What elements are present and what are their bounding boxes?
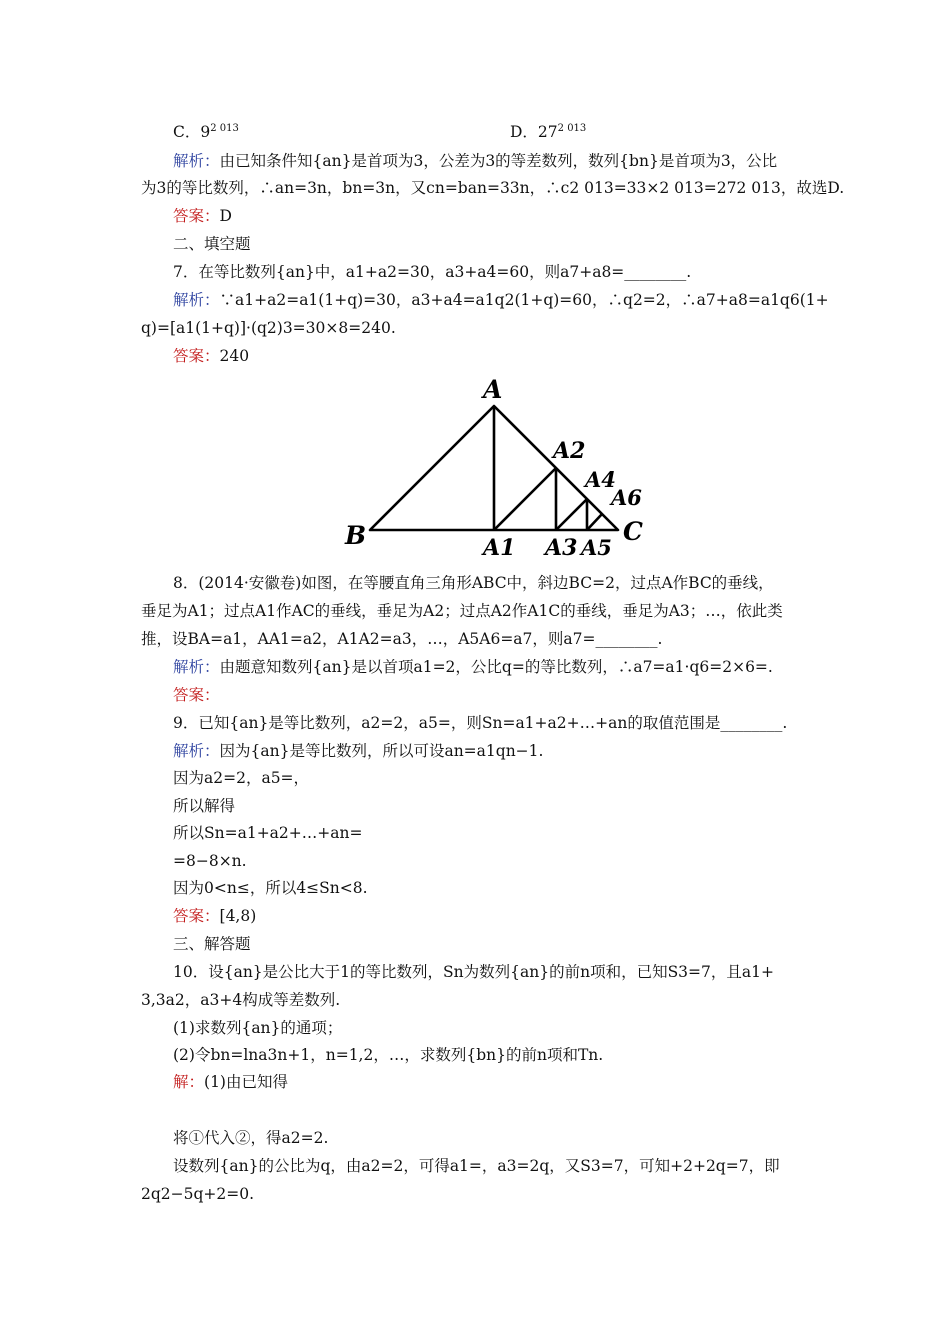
q9-analysis: 解析：因为{an}是等比数列，所以可设an=a1qn−1.	[173, 742, 544, 760]
q6-analysis-line1: 解析：由已知条件知{an}是首项为3，公差为3的等差数列，数列{bn}是首项为3，公比	[173, 152, 778, 170]
q10-part2: (2)令bn=lna3n+1，n=1,2，…，求数列{bn}的前n项和Tn.	[173, 1046, 604, 1064]
q9-step-a: 因为a2=2，a5=，	[173, 769, 310, 787]
label-a: A	[483, 375, 503, 404]
q6-option-d: D．$27^{2 013}$	[510, 123, 587, 141]
q10-stem-line1: 10．设{an}是公比大于1的等比数列，Sn为数列{an}的前n项和，已知S3=7，且a1+	[173, 963, 774, 981]
q10-stem-line2: 3,3a2，a3+4构成等差数列.	[141, 991, 341, 1009]
label-a5: A5	[581, 535, 612, 560]
segment-a3-a4	[556, 499, 587, 530]
q9-answer: 答案：[4,8)	[173, 907, 257, 925]
q7-analysis-line1: 解析：∵a1+a2=a1(1+q)=30，a3+a4=a1q2(1+q)=60，∴q2=2，∴a7+a8=a1q6(1+	[173, 291, 829, 309]
q8-analysis: 解析：由题意知数列{an}是以首项a1=2，公比q=的等比数列，∴a7=a1·q6=2×6=.	[173, 658, 773, 676]
label-c: C	[623, 517, 643, 546]
q7-answer: 答案：240	[173, 347, 250, 365]
q9-step-b: 所以解得	[173, 797, 236, 815]
label-a6: A6	[611, 485, 642, 510]
label-b: B	[345, 521, 367, 550]
section-fill-in-title: 二、填空题	[173, 235, 251, 253]
q8-answer: 答案：	[173, 686, 220, 704]
q6-answer: 答案：D	[173, 207, 232, 225]
section-solve-title: 三、解答题	[173, 935, 251, 953]
q7-analysis-line2: q)=[a1(1+q)]·(q2)3=30×8=240.	[141, 319, 396, 337]
q9-stem: 9．已知{an}是等比数列，a2=2，a5=，则Sn=a1+a2+…+an的取值范围是________.	[173, 714, 788, 732]
label-a2: A2	[553, 438, 586, 464]
label-a1: A1	[483, 535, 516, 561]
q7-stem: 7．在等比数列{an}中，a1+a2=30，a3+a4=60，则a7+a8=________.	[173, 263, 692, 281]
q10-solution: 解：(1)由已知得	[173, 1073, 288, 1091]
q8-stem-line2: 垂足为A1；过点A1作AC的垂线，垂足为A2；过点A2作A1C的垂线，垂足为A3；…，依此类	[141, 602, 783, 620]
label-a3: A3	[545, 535, 578, 561]
q6-option-c: C．$9^{2 013}$	[173, 123, 239, 141]
q8-stem-line1: 8．(2014·安徽卷)如图，在等腰直角三角形ABC中，斜边BC=2，过点A作BC的垂线，	[173, 574, 774, 592]
label-a4: A4	[585, 467, 616, 492]
q10-step-a: 将①代入②，得a2=2.	[173, 1129, 329, 1147]
segment-a1-a2	[494, 468, 556, 530]
segment-a5-a6	[587, 514, 602, 530]
q10-part1: (1)求数列{an}的通项；	[173, 1019, 343, 1037]
q10-step-b1: 设数列{an}的公比为q，由a2=2，可得a1=，a3=2q，又S3=7，可知+2+2q=7，即	[173, 1157, 780, 1175]
q9-step-c: 所以Sn=a1+a2+…+an=	[173, 824, 363, 842]
q6-analysis-line2: 为3的等比数列，∴an=3n，bn=3n，又cn=ban=33n，∴c2 013=33×2 013=272 013，故选D.	[141, 179, 845, 197]
isosceles-right-triangle-figure	[340, 372, 660, 562]
q8-stem-line3: 推，设BA=a1，AA1=a2，A1A2=a3，…，A5A6=a7，则a7=________.	[141, 630, 663, 648]
q9-step-d: =8−8×n.	[173, 852, 247, 870]
q10-step-b2: 2q2−5q+2=0.	[141, 1185, 255, 1203]
q9-step-e: 因为0<n≤，所以4≤Sn<8.	[173, 879, 368, 897]
